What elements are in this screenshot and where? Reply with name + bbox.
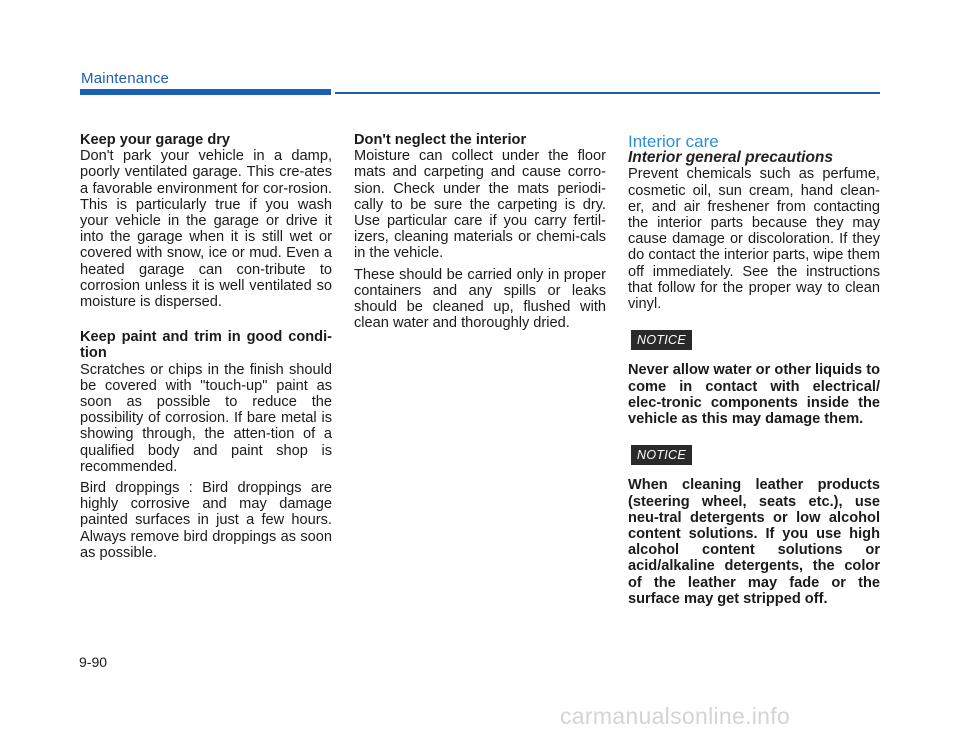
paragraph-garage: Don't park your vehicle in a damp, poorly ventilated garage. This cre-ates a favorable environment for cor-rosion. This is particularly true if you wash your vehicle in the garage or drive it into the garage when it is still wet or covered with snow, ice or mud. Even a heated garage can con-tribute to corrosion unless it is well ventilated so moisture is dispersed. <box>80 148 332 311</box>
column-3 <box>628 134 880 607</box>
paragraph-scratches: Scratches or chips in the finish should be covered with "touch-up" paint as soon as possible to reduce the possibility of corrosion. If bare metal is showing through, the atten-tion of a qualified body and paint shop is recommended. <box>80 361 332 475</box>
notice-badge: NOTICE <box>631 330 692 350</box>
header-rule-thin <box>335 92 880 94</box>
paragraph-chemicals: Prevent chemicals such as perfume, cosmetic oil, sun cream, hand clean-er, and air freshener from contacting the interior parts because they may cause damage or discoloration. If they do contact the interior parts, wipe them off immediately. See the instructions that follow for the proper way to clean vinyl. <box>628 166 880 313</box>
heading-keep-garage-dry: Keep your garage dry <box>80 132 231 148</box>
section-label: Maintenance <box>81 70 170 87</box>
notice-badge-wrap <box>628 445 880 465</box>
notice-badge: NOTICE <box>631 445 692 465</box>
section-title-interior-care: Interior care <box>628 132 719 151</box>
paragraph-moisture: Moisture can collect under the floor mats and carpeting and cause corro-sion. Check under the mats periodi-cally to be sure the carpeting is dry. Use particular care if you carry fertil-izers, cleaning materials or chemi-cals in the vehicle. <box>354 148 606 262</box>
notice-text-water: Never allow water or other liquids to come in contact with electrical/ elec-tronic components inside the vehicle as this may damage them. <box>628 362 880 428</box>
heading-interior-neglect: Don't neglect the interior <box>354 132 527 148</box>
paragraph-containers: These should be carried only in proper containers and any spills or leaks should be cleaned up, flushed with clean water and thoroughly dried. <box>354 266 606 332</box>
subtitle-general-precautions: Interior general precautions <box>628 149 833 167</box>
page-number: 9-90 <box>79 654 108 670</box>
column-2 <box>354 132 606 336</box>
column-1 <box>80 132 332 566</box>
watermark: carmanualsonline.info <box>560 703 791 729</box>
paragraph-bird-droppings: Bird droppings : Bird droppings are highly corrosive and may damage painted surfaces in just a few hours. Always remove bird droppings as soon as possible. <box>80 480 332 561</box>
header-rule-thick <box>80 89 331 95</box>
notice-badge-wrap <box>628 330 880 350</box>
heading-paint-trim: Keep paint and trim in good condi-tion <box>80 329 332 362</box>
notice-text-leather: When cleaning leather products (steering wheel, seats etc.), use neu-tral detergents or low alcohol content solutions. If you use high alcohol content solutions or acid/alkaline detergents, the color of the leather may fade or the surface may get stripped off. <box>628 477 880 607</box>
